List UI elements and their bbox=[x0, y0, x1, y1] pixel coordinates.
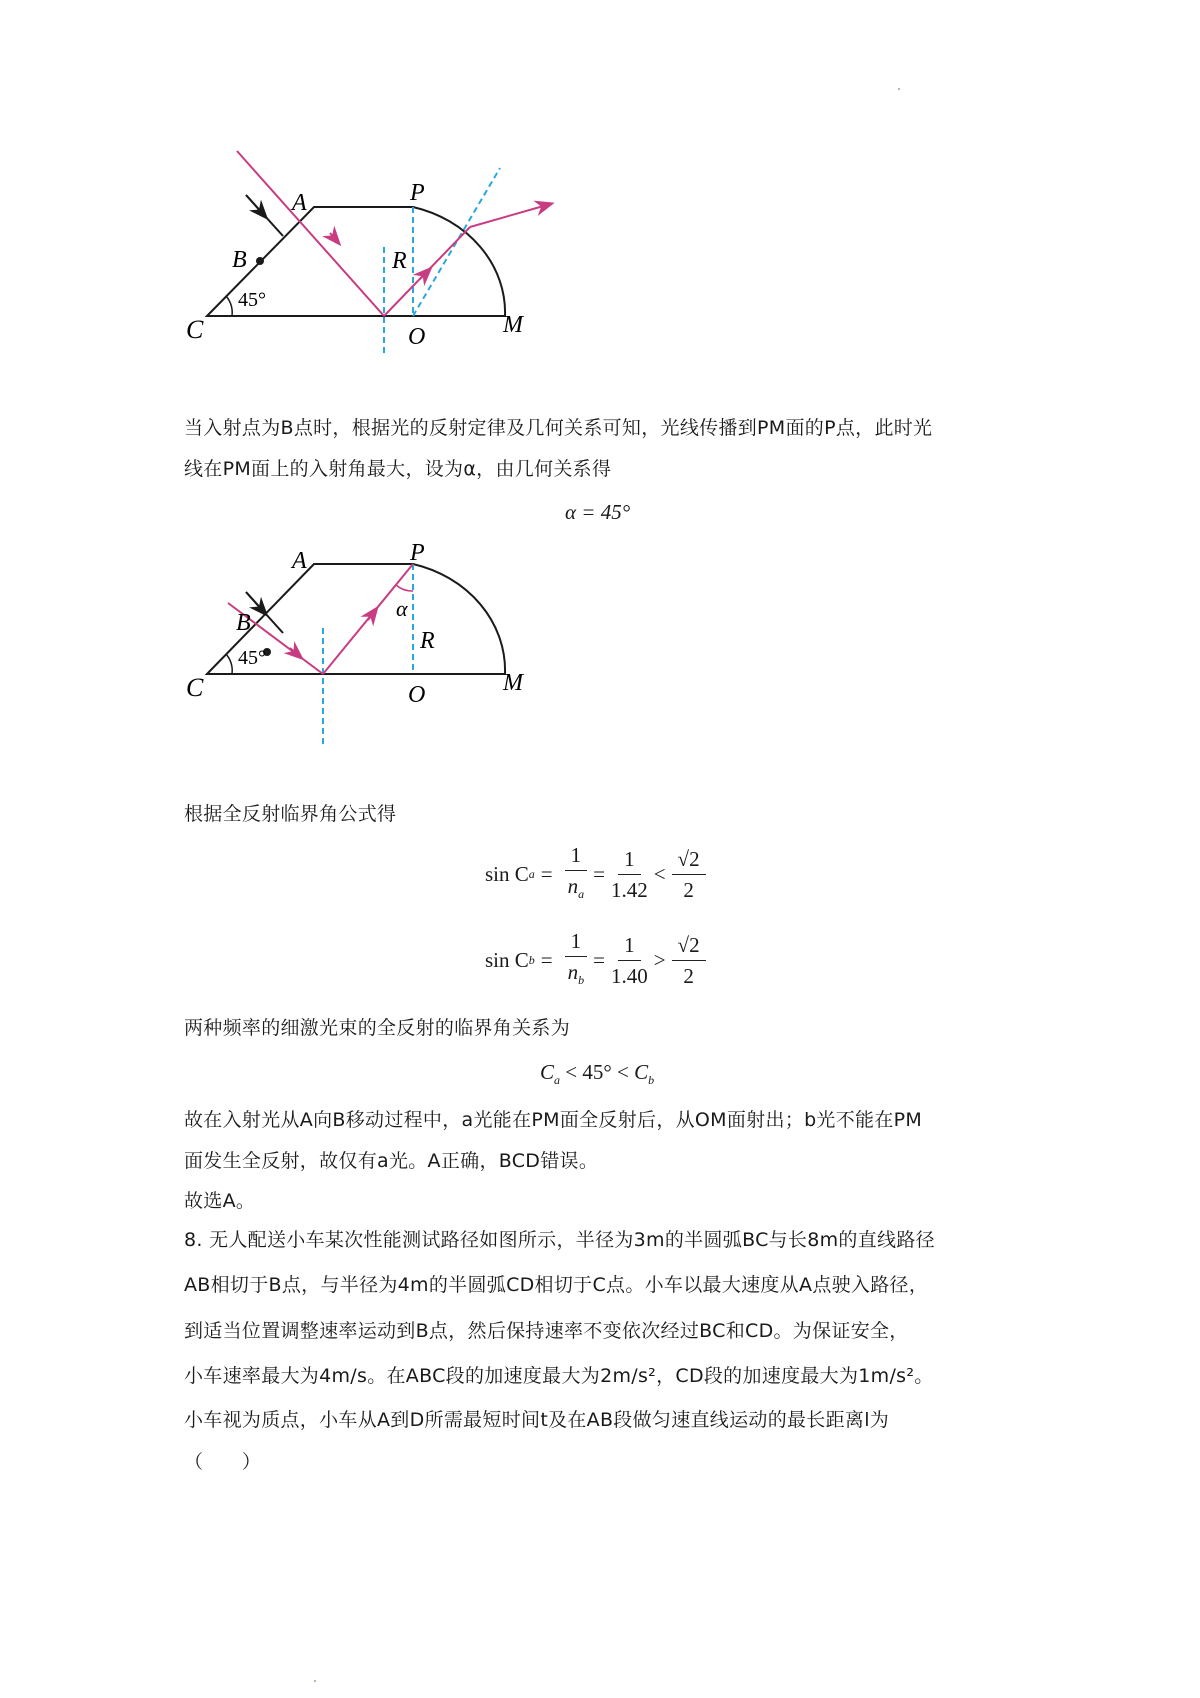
paragraph-4-line-1: 故在入射光从A向B移动过程中，a光能在PM面全反射后，从OM面射出；b光不能在PM bbox=[184, 1109, 923, 1131]
label-P: P bbox=[410, 540, 425, 566]
scan-speck bbox=[898, 88, 900, 90]
question-8-line-3: 到适当位置调整速率运动到B点，然后保持速率不变依次经过BC和CD。为保证安全， bbox=[184, 1320, 909, 1342]
label-R: R bbox=[420, 628, 435, 654]
paragraph-4-line-2: 面发生全反射，故仅有a光。A正确，BCD错误。 bbox=[184, 1150, 599, 1172]
equation-critical-angle-relation bbox=[540, 1060, 654, 1088]
label-O: O bbox=[408, 682, 426, 708]
frac-num: 1 bbox=[618, 932, 641, 961]
scan-speck bbox=[314, 1680, 316, 1682]
label-P: P bbox=[410, 180, 425, 206]
label-B: B bbox=[232, 247, 247, 273]
eq-sub: a bbox=[528, 867, 535, 882]
frac-num: √2 bbox=[672, 932, 706, 961]
paragraph-3: 两种频率的细激光束的全反射的临界角关系为 bbox=[184, 1017, 571, 1039]
label-R: R bbox=[392, 248, 407, 274]
frac-num: 1 bbox=[618, 846, 641, 875]
label-C: C bbox=[186, 673, 204, 702]
question-8-answer-blank: （ ） bbox=[184, 1451, 262, 1473]
eq-sub-b: b bbox=[648, 1073, 655, 1088]
frac-den: 1.40 bbox=[610, 964, 648, 989]
label-O: O bbox=[408, 324, 426, 350]
figure-1-prism-diagram bbox=[170, 130, 570, 370]
label-45deg: 45° bbox=[238, 289, 266, 311]
question-8-line-2: AB相切于B点，与半径为4m的半圆弧CD相切于C点。小车以最大速度从A点驶入路径， bbox=[184, 1274, 929, 1296]
figure-2-prism-diagram bbox=[170, 540, 570, 750]
frac-den: 1.42 bbox=[610, 878, 648, 903]
label-B: B bbox=[236, 610, 251, 636]
label-C: C bbox=[186, 315, 204, 344]
frac-num: √2 bbox=[672, 846, 706, 875]
frac-num: 1 bbox=[565, 842, 588, 871]
label-45deg: 45° bbox=[238, 647, 266, 669]
frac-den: 2 bbox=[683, 878, 694, 903]
equation-sin-cb: sin C b = $\frac{1}{n_b}$ = $\frac{1}{1.40}$ > $\frac{√2}{2}$ bbox=[485, 928, 712, 993]
eq-mid: < 45° < bbox=[565, 1060, 629, 1084]
paragraph-1-line-2: 线在PM面上的入射角最大，设为α，由几何关系得 bbox=[184, 458, 612, 480]
label-A: A bbox=[292, 190, 307, 216]
frac-den: 2 bbox=[683, 964, 694, 989]
eq-c: C bbox=[634, 1060, 649, 1084]
equation-sin-ca: sin C a = $\frac{1}{n_a}$ = $\frac{1}{1.42}$ < $\frac{√2}{2}$ bbox=[485, 842, 712, 907]
frac-num: 1 bbox=[565, 928, 588, 957]
frac-den-sub: a bbox=[578, 887, 585, 902]
label-M: M bbox=[503, 670, 523, 696]
paragraph-1-line-1: 当入射点为B点时，根据光的反射定律及几何关系可知，光线传播到PM面的P点，此时光 bbox=[184, 417, 933, 439]
question-8-line-4: 小车速率最大为4m/s。在ABC段的加速度最大为2m/s²，CD段的加速度最大为1m/s²。 bbox=[184, 1365, 934, 1387]
eq-lhs: sin C bbox=[485, 948, 529, 973]
frac-den: n bbox=[567, 874, 579, 898]
label-A: A bbox=[292, 548, 307, 574]
eq-sub: b bbox=[528, 953, 535, 968]
eq-sub-a: a bbox=[554, 1073, 561, 1088]
question-8-line-5: 小车视为质点，小车从A到D所需最短时间t及在AB段做匀速直线运动的最长距离l为 bbox=[184, 1409, 890, 1431]
label-M: M bbox=[503, 312, 523, 338]
frac-den: n bbox=[567, 960, 579, 984]
eq-relation: > bbox=[653, 948, 666, 973]
paragraph-4-line-3: 故选A。 bbox=[184, 1190, 256, 1212]
equation-alpha: α = 45° bbox=[565, 500, 631, 524]
paragraph-2: 根据全反射临界角公式得 bbox=[184, 803, 397, 825]
frac-den-sub: b bbox=[578, 973, 585, 988]
eq-lhs: sin C bbox=[485, 862, 529, 887]
eq-relation: < bbox=[653, 862, 666, 887]
question-8-line-1: 8. 无人配送小车某次性能测试路径如图所示，半径为3m的半圆弧BC与长8m的直线路径 bbox=[184, 1229, 935, 1251]
label-alpha: α bbox=[396, 596, 408, 621]
eq-c: C bbox=[540, 1060, 555, 1084]
